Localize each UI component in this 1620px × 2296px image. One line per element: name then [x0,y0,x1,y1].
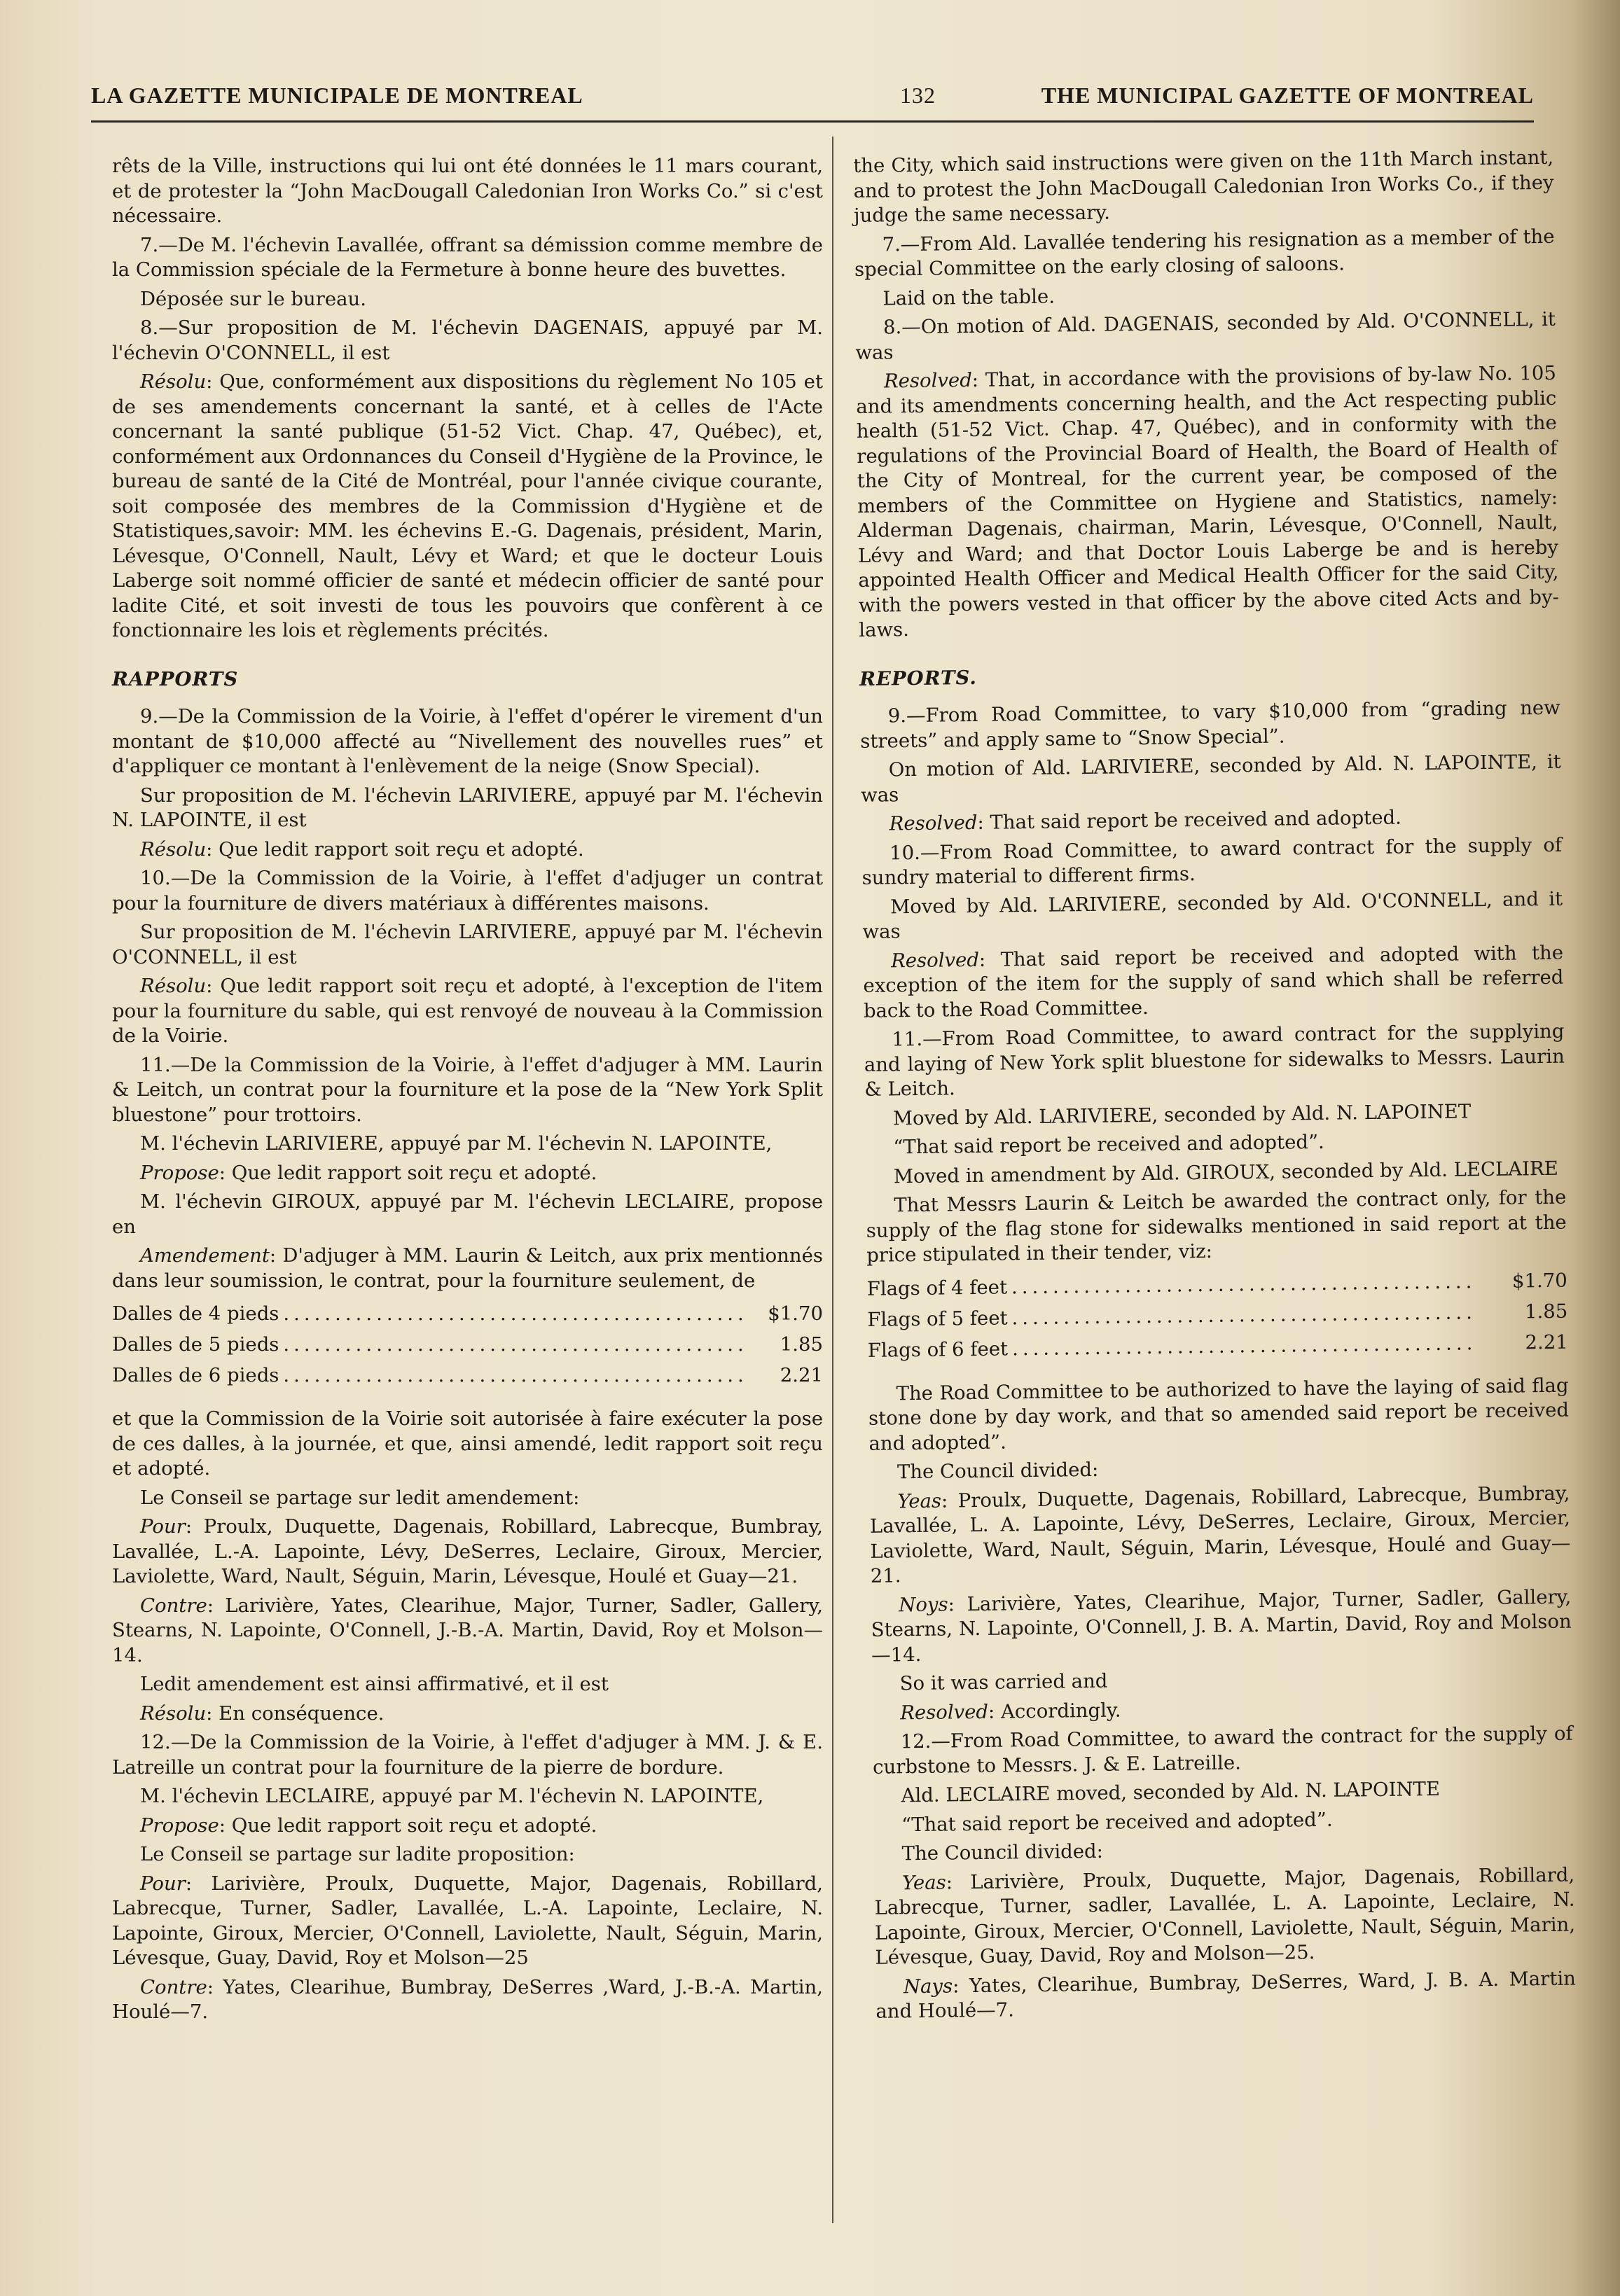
paragraph: 10.—From Road Committee, to award contract for the supply of sundry material to different firms. [861,833,1563,889]
paragraph-label: Resolved [890,948,980,972]
paragraph: 9.—From Road Committee, to vary $10,000 from “grading new streets” and apply same to “Snow Special”. [860,696,1560,753]
paragraph [112,1872,823,1971]
leader-dots: ............................................. [283,1364,748,1386]
paragraph: The Road Committee to be authorized to have the laying of said flag stone done by day work, and that so amended said report be received and adopted”. [868,1374,1570,1455]
price-value: $1.70 [768,1302,823,1325]
paragraph-label: Résolu [140,837,207,861]
paragraph [112,370,823,643]
paragraph [869,1481,1571,1589]
paragraph-label: Résolu [140,1702,207,1725]
price-label: Dalles de 6 pieds [112,1364,279,1386]
paragraph-text: : Que, conformément aux dispositions du règlement No 105 et de ses amendements concernant la santé, et à celles de l'Acte concernant la santé publique (51-52 Vict. Chap. 47, Québec), et, conformément aux Ordonnances du Conseil d'Hygiène de la Province, le bureau de santé de la Cité de Montréal, pour l'année civique courante, soit composée des membres de la Commission d'Hygiène et de Statistiques,savoir: MM. les échevins E.-G. Dagenais, président, Marin, Lévesque, O'Connell, Nault, Lévy et Ward; et que le docteur Louis Laberge soit nommé officier de santé et médecin officier de santé pour ladite Cité, et soit investi de tous les pouvoirs que confèrent à ce fonctionnaire les lois et règlements précités. [112,370,823,641]
paragraph-label: Résolu [140,370,207,393]
paragraph: Moved by Ald. LARIVIERE, seconded by Ald. O'CONNELL, and it was [862,887,1563,943]
paragraph [112,974,823,1049]
price-label: Dalles de 5 pieds [112,1333,279,1356]
section-heading: RAPPORTS [112,667,239,690]
paragraph: M. l'échevin LARIVIERE, appuyé par M. l'échevin N. LAPOINTE, [140,1132,773,1155]
price-label: Flags of 6 feet [867,1337,1009,1362]
paragraph [856,361,1560,643]
price-value: 1.85 [1524,1300,1568,1323]
paragraph-label: Pour [140,1872,186,1895]
paragraph: 8.—Sur proposition de M. l'échevin DAGENAIS, appuyé par M. l'échevin O'CONNELL, il est [112,316,823,364]
paragraph: Laid on the table. [882,284,1055,309]
leader-dots: ............................................. [283,1302,748,1325]
paragraph [112,1814,823,1839]
paragraph-text: : Proulx, Duquette, Dagenais, Robillard, Labrecque, Bumbray, Lavallée, L.-A. Lapointe, Lévy, DeSerres, Leclaire, Giroux, Mercier, Laviolette, Ward, Nault, Séguin, Marin, Lévesque, Houlé et Guay—21. [112,1515,823,1587]
paragraph: Ald. LECLAIRE moved, seconded by Ald. N. LAPOINTE [901,1777,1441,1807]
paragraph: Moved by Ald. LARIVIERE, seconded by Ald. N. LAPOINET [892,1099,1472,1129]
paragraph [874,1863,1576,1970]
paragraph-text: : Que ledit rapport soit reçu et adopté. [206,837,584,861]
price-row [112,1333,823,1363]
paragraph-text: : Larivière, Yates, Clearihue, Major, Turner, Sadler, Gallery, Stearns, N. Lapointe, O'Connell, J. B. A. Martin, David, Roy and Molson—14. [871,1585,1572,1667]
paragraph-text: : Larivière, Proulx, Duquette, Major, Dagenais, Robillard, Labrecque, Turner, sadler, Lavallée, L. A. Lapointe, Leclaire, N. Lapointe, Giroux, Mercier, O'Connell, Laviolette, Nault, Séguin, Marin, Lévesque, Guay, David, Roy and Molson—25. [874,1863,1576,1969]
section-heading: REPORTS. [859,666,978,690]
paragraph [112,1244,823,1293]
paragraph-text: : Larivière, Proulx, Duquette, Major, Dagenais, Robillard, Labrecque, Turner, Sadler, Lavallée, L.-A. Lapointe, Leclaire, N. Lapointe, Giroux, Mercier, O'Connell, Laviolette, Nault, Séguin, Marin, Lévesque, Guay, David, Roy et Molson—25 [112,1872,823,1969]
paragraph: 8.—On motion of Ald. DAGENAIS, seconded by Ald. O'CONNELL, it was [855,307,1556,364]
paragraph: rêts de la Ville, instructions qui lui ont été données le 11 mars courant, et de protester la “John MacDougall Caledonian Iron Works Co.” si c'est nécessaire. [112,155,823,227]
page-number: 132 [900,83,936,108]
paragraph-text: : Larivière, Yates, Clearihue, Major, Turner, Sadler, Gallery, Stearns, N. Lapointe, O'Connell, J.-B.-A. Martin, David, Roy et Molson—14. [112,1594,823,1667]
price-value: 2.21 [1525,1330,1568,1354]
leader-dots: ............................................. [1011,1300,1477,1329]
paragraph [861,804,1561,837]
header-french-title: LA GAZETTE MUNICIPALE DE MONTREAL [91,83,583,108]
leader-dots: ............................................. [283,1333,748,1356]
column-divider [832,137,833,2223]
paragraph [863,940,1564,1024]
paragraph [871,1585,1572,1668]
paragraph-text: : Que ledit rapport soit reçu et adopté. [219,1814,597,1837]
paragraph: “That said report be received and adopted”. [901,1808,1333,1836]
paragraph [112,1975,823,2025]
paragraph-label: Propose [140,1814,219,1837]
paragraph: That Messrs Laurin & Leitch be awarded the contract only, for the supply of the flag stone for sidewalks mentioned in said report at the price stipulated in their tender, viz: [866,1185,1567,1267]
paragraph-text: : That said report be received and adopted. [977,806,1402,834]
paragraph-label: Résolu [140,975,207,997]
paragraph-label: Contre [140,1975,207,1998]
paragraph: “That said report be received and adopted”. [893,1130,1324,1159]
price-table [867,1268,1569,1369]
paragraph [112,1161,823,1186]
header-rule [91,120,1534,123]
english-column [853,146,1577,2029]
leader-dots: ............................................. [1011,1331,1477,1360]
paragraph: 12.—From Road Committee, to award the contract for the supply of curbstone to Messrs. J. & E. Latreille. [872,1722,1573,1779]
paragraph: the City, which said instructions were given on the 11th March instant, and to protest the John MacDougall Caledonian Iron Works Co., if they judge the same necessary. [853,146,1554,227]
price-label: Dalles de 4 pieds [112,1302,279,1325]
price-label: Flags of 4 feet [866,1275,1008,1300]
price-row [112,1363,823,1394]
paragraph [872,1692,1572,1726]
paragraph [112,1515,823,1589]
paragraph-text: : Que ledit rapport soit reçu et adopté, à l'exception de l'item pour la fourniture du sable, qui est renvoyé de nouveau à la Commission de la Voirie. [112,975,823,1047]
paragraph: Ledit amendement est ainsi affirmativé, et il est [140,1673,609,1695]
paragraph: The Council divided: [896,1458,1099,1484]
paragraph-text: : That said report be received and adopted with the exception of the item for the supply of sand which shall be referred back to the Road Committee. [863,941,1564,1022]
price-table [112,1302,823,1394]
paragraph-text: : Yates, Clearihue, Bumbray, DeSerres ,Ward, J.-B.-A. Martin, Houlé—7. [112,1975,823,2023]
paragraph-text: : Proulx, Duquette, Dagenais, Robillard, Labrecque, Bumbray, Lavallée, L. A. Lapointe, Lévy, DeSerres, Leclaire, Giroux, Mercier, Laviolette, Ward, Nault, Séguin, Marin, Lévesque, Houlé and Guay—21. [869,1482,1571,1587]
paragraph-label: Yeas [901,1871,946,1894]
paragraph [112,837,823,863]
paragraph-label: Resolved [883,368,973,393]
paragraph-label: Resolved [900,1700,989,1724]
paragraph-label: Nays [903,1974,953,1998]
price-label: Flags of 5 feet [867,1306,1008,1331]
paragraph-label: Noys [899,1592,948,1616]
paragraph-label: Propose [140,1161,219,1184]
paragraph-text: : That, in accordance with the provisions of by-law No. 105 and its amendments concerning health, and the Act respecting public health (51-52 Vict. Chap. 47, Québec), and in conformity with the regulations of the Provincial Board of Health, the Board of Health of the City of Montreal, for the current year, be composed of the members of the Committee on Hygiene and Statistics, namely: Alderman Dagenais, chairman, Marin, Lévesque, O'Connell, Nault, Lévy and Ward; and that Doctor Louis Laberge be and is hereby appointed Health Officer and Medical Health Officer for the said City, with the powers vested in that officer by the above cited Acts and by-laws. [856,361,1559,641]
paragraph: et que la Commission de la Voirie soit autorisée à faire exécuter la pose de ces dalles, à la journée, et que, ainsi amendé, ledit rapport soit reçu et adopté. [112,1407,823,1480]
paragraph [112,1702,823,1727]
paragraph: M. l'échevin GIROUX, appuyé par M. l'échevin LECLAIRE, propose en [112,1190,823,1238]
paragraph-text: : En conséquence. [206,1702,385,1725]
paragraph: 12.—De la Commission de la Voirie, à l'effet d'adjuger à MM. J. & E. Latreille un contrat pour la fourniture de la pierre de bordure. [112,1731,823,1779]
french-column [112,154,823,2029]
paragraph-text: : D'adjuger à MM. Laurin & Leitch, aux prix mentionnés dans leur soumission, le contrat, pour la fourniture seulement, de [112,1244,823,1292]
paragraph: Moved in amendment by Ald. GIROUX, seconded by Ald. LECLAIRE [893,1157,1558,1188]
leader-dots: ............................................. [1011,1269,1476,1298]
paragraph: The Council divided: [901,1839,1104,1865]
paragraph: On motion of Ald. LARIVIERE, seconded by Ald. N. LAPOINTE, it was [860,750,1561,807]
paragraph [112,1594,823,1669]
price-row [112,1302,823,1333]
paragraph: Sur proposition de M. l'échevin LARIVIERE, appuyé par M. l'échevin O'CONNELL, il est [112,921,823,968]
paragraph: Le Conseil se partage sur ledit amendement: [140,1486,580,1509]
paragraph-text: : Yates, Clearihue, Bumbray, DeSerres, Ward, J. B. A. Martin and Houlé—7. [875,1967,1577,2023]
paragraph: Le Conseil se partage sur ladite proposition: [140,1843,575,1865]
price-value: $1.70 [1511,1269,1567,1293]
page-header [91,83,1534,125]
paragraph-label: Pour [140,1515,186,1538]
paragraph-label: Yeas [897,1489,942,1512]
price-value: 1.85 [780,1333,823,1356]
paragraph: Sur proposition de M. l'échevin LARIVIERE, appuyé par M. l'échevin N. LAPOINTE, il est [112,784,823,831]
paragraph: 10.—De la Commission de la Voirie, à l'effet d'adjuger un contrat pour la fourniture de divers matériaux à différentes maisons. [112,867,823,914]
header-english-title: THE MUNICIPAL GAZETTE OF MONTREAL [1041,83,1534,108]
paragraph: M. l'échevin LECLAIRE, appuyé par M. l'échevin N. LAPOINTE, [140,1785,764,1807]
price-value: 2.21 [780,1364,823,1386]
paragraph-text: : Que ledit rapport soit reçu et adopté. [219,1161,597,1184]
paragraph: Déposée sur le bureau. [140,287,366,310]
paragraph: 11.—De la Commission de la Voirie, à l'effet d'adjuger à MM. Laurin & Leitch, un contrat pour la fourniture et la pose de la “New York Split bluestone” pour trottoirs. [112,1053,823,1126]
paragraph-label: Resolved [889,811,978,835]
paragraph-text: : Accordingly. [988,1698,1121,1723]
paragraph: 9.—De la Commission de la Voirie, à l'effet d'opérer le virement d'un montant de $10,000 affecté au “Nivellement des nouvelles rues” et d'appliquer ce montant à l'enlèvement de la neige (Snow Special). [112,705,823,777]
paragraph: 11.—From Road Committee, to award contract for the supplying and laying of New York split bluestone for sidewalks to Messrs. Laurin & Leitch. [864,1020,1565,1101]
paragraph: 7.—De M. l'échevin Lavallée, offrant sa démission comme membre de la Commission spéciale de la Fermeture à bonne heure des buvettes. [112,233,823,281]
paragraph: 7.—From Ald. Lavallée tendering his resignation as a member of the special Committee on the early closing of saloons. [854,225,1555,281]
paragraph: So it was carried and [899,1669,1108,1695]
paragraph [875,1966,1577,2024]
paragraph-label: Amendement [140,1244,270,1267]
paragraph-label: Contre [140,1594,207,1617]
